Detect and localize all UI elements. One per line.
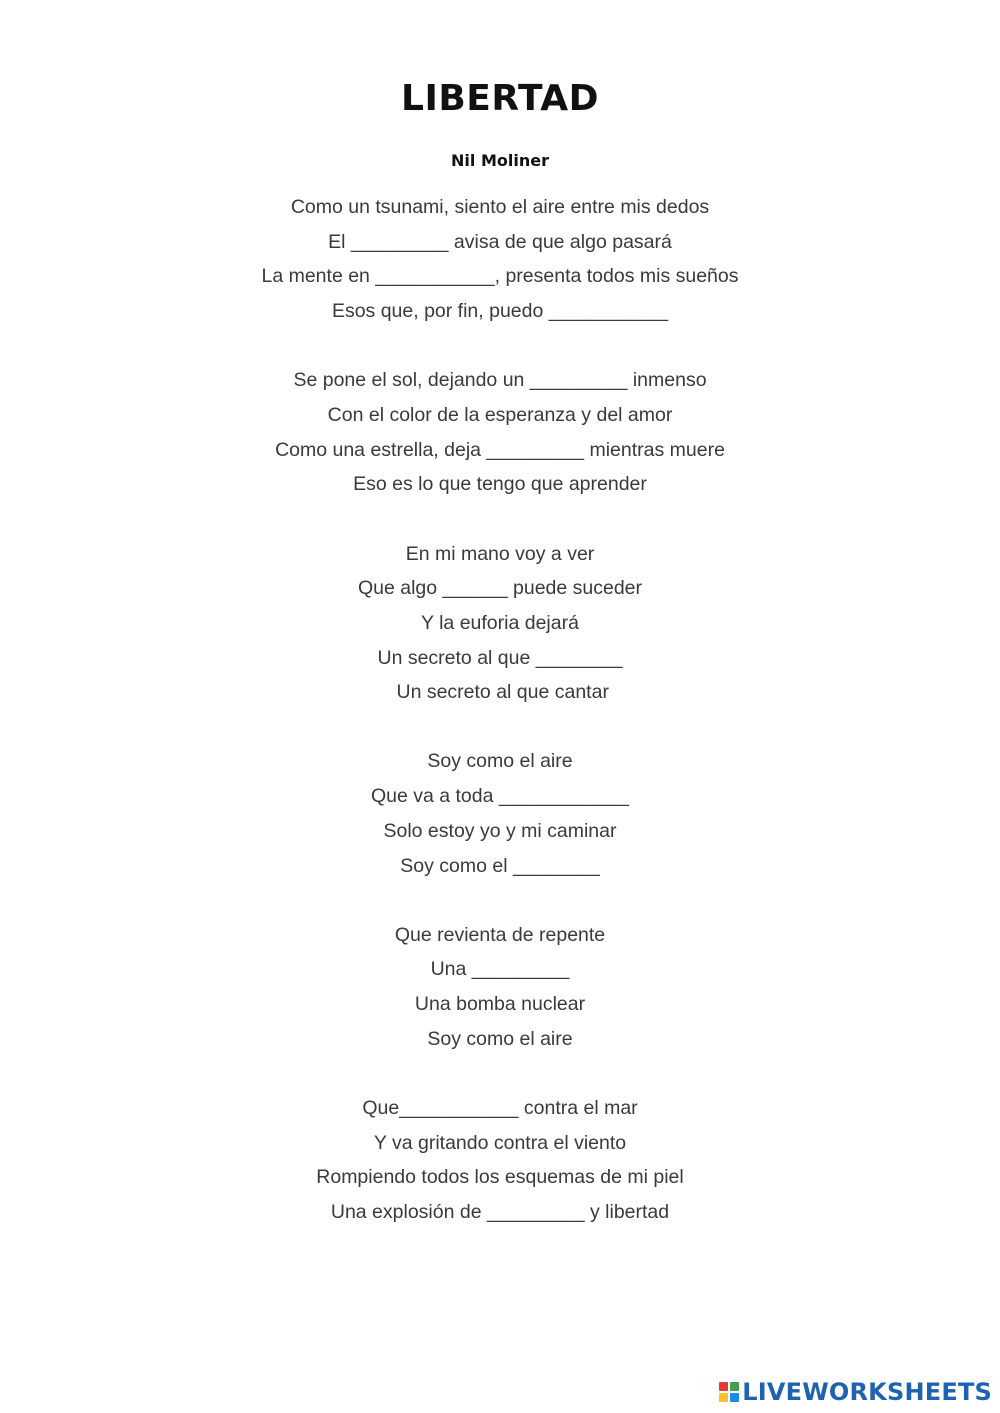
lyric-line: Como un tsunami, siento el aire entre mis dedos [290, 196, 710, 218]
stanza [0, 537, 1000, 710]
lyrics-body [0, 190, 1000, 1264]
lyric-line-with-blank: El _________ avisa de que algo pasará [328, 230, 672, 253]
lyric-line-with-blank: Como una estrella, deja _________ mientras muere [275, 438, 725, 461]
lyric-line-with-blank: Una explosión de _________ y libertad [330, 1201, 670, 1223]
lyric-line-with-blank: Que___________ contra el mar [362, 1096, 638, 1119]
lyric-line-with-blank: Que algo ______ puede suceder [357, 577, 643, 600]
lyric-line: Con el color de la esperanza y del amor [327, 403, 673, 426]
song-title: LIBERTAD [401, 78, 599, 119]
lyric-line: Soy como el aire [427, 750, 573, 773]
lyric-line: Que revienta de repente [394, 923, 606, 946]
lyric-line-with-blank: Que va a toda ____________ [370, 785, 630, 808]
lyric-line-with-blank: Un secreto al que ________ [377, 646, 623, 669]
stanza [0, 1091, 1000, 1230]
lyric-line: Rompiendo todos los esquemas de mi piel [316, 1166, 684, 1189]
lyric-line: Una bomba nuclear [414, 993, 586, 1016]
lyric-line-with-blank: Una _________ [430, 958, 570, 981]
liveworksheets-watermark [719, 1377, 992, 1407]
song-author: Nil Moliner [451, 151, 549, 170]
lyric-line: Un secreto al que cantar [391, 681, 609, 704]
stanza [0, 363, 1000, 502]
stanza [0, 190, 1000, 329]
stanza [0, 918, 1000, 1057]
lyric-line-with-blank: Soy como el ________ [400, 854, 600, 877]
logo-square-yellow [719, 1393, 728, 1402]
lyric-line: Solo estoy yo y mi caminar [383, 819, 617, 842]
lyric-line-with-blank: Se pone el sol, dejando un _________ inmenso [293, 369, 707, 392]
lyric-line-with-blank: Esos que, por fin, puedo ___________ [331, 300, 669, 323]
lyric-line: Eso es lo que tengo que aprender [353, 473, 647, 496]
brand-text: LIVEWORKSHEETS [742, 1378, 992, 1406]
logo-square-red [719, 1382, 728, 1391]
liveworksheets-logo-icon [719, 1382, 739, 1402]
logo-square-green [730, 1382, 739, 1391]
lyric-line-with-blank: La mente en ___________, presenta todos mis sueños [261, 265, 739, 288]
logo-square-blue [730, 1393, 739, 1402]
lyric-line: Y va gritando contra el viento [373, 1131, 627, 1154]
lyric-line: Y la euforia dejará [421, 611, 579, 634]
lyric-line: En mi mano voy a ver [405, 542, 595, 565]
lyric-line: Soy como el aire [427, 1027, 573, 1050]
stanza [0, 744, 1000, 883]
